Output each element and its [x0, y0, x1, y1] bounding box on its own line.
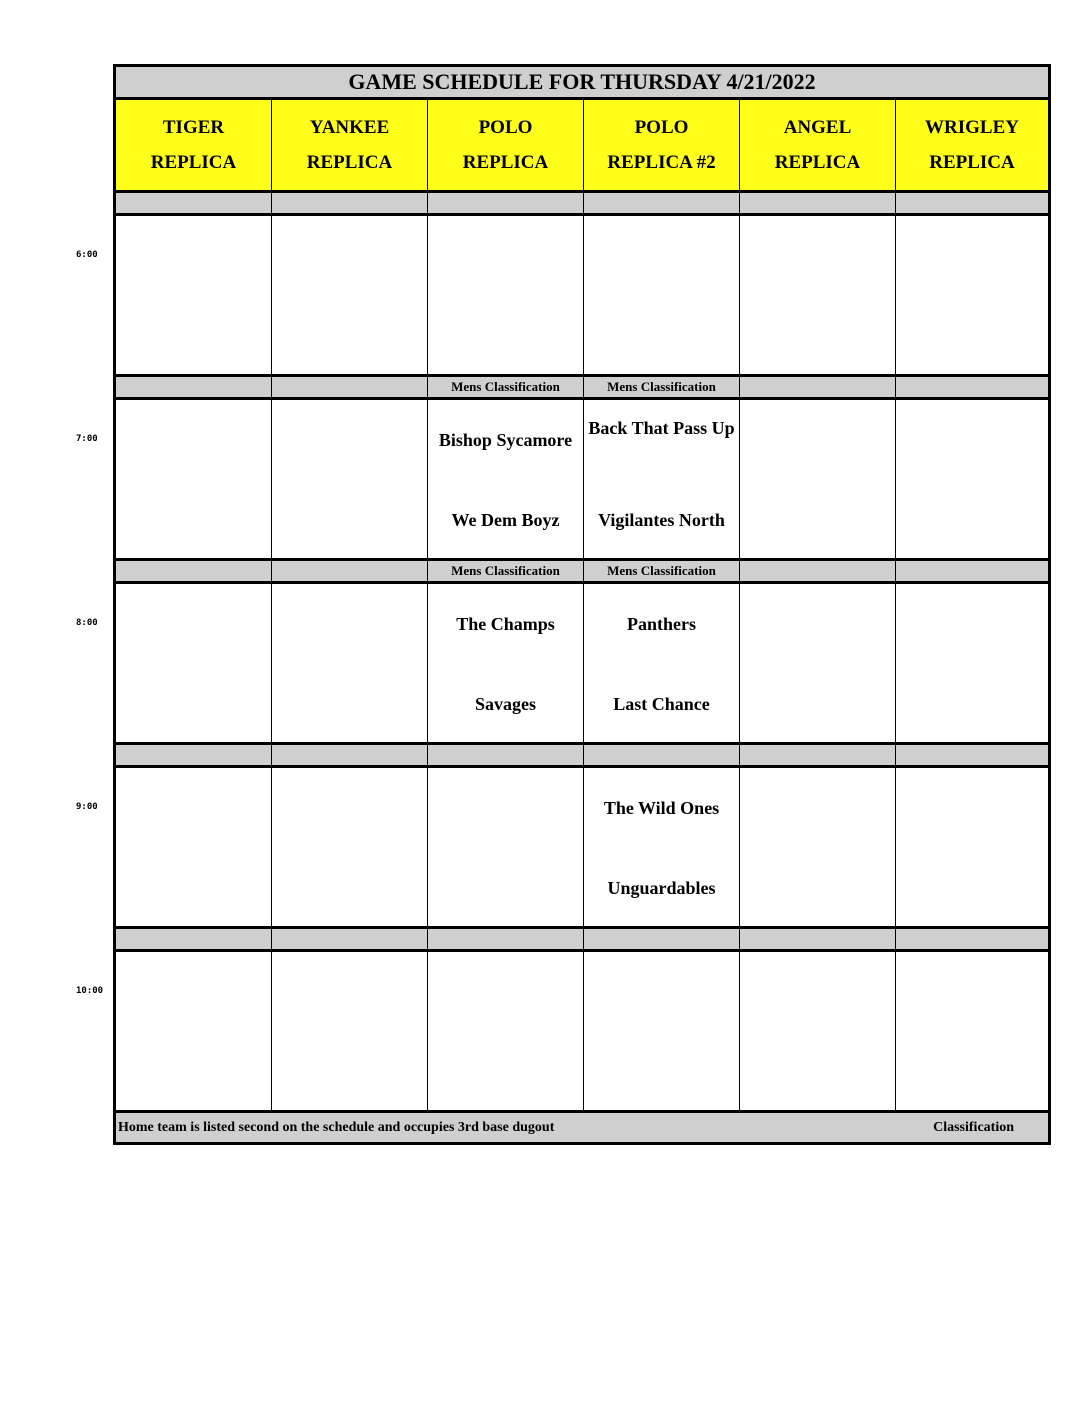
game-cell: [428, 400, 583, 558]
classification-band: [116, 929, 271, 949]
classification-band: [896, 377, 1048, 397]
classification-legend: Classification: [933, 1119, 1014, 1135]
classification-band: [272, 377, 427, 397]
away-team: The Champs: [456, 614, 555, 634]
classification-band: [116, 745, 271, 765]
classification-band: [428, 193, 583, 213]
classification-band: [272, 561, 427, 581]
game-cell: [428, 216, 583, 374]
classification-band: [272, 193, 427, 213]
classification-band: [584, 745, 739, 765]
game-cell: [896, 584, 1048, 742]
classification-band: [584, 929, 739, 949]
field-header: [896, 100, 1048, 190]
game-cell: [584, 584, 739, 742]
field-subtitle: REPLICA: [774, 152, 861, 173]
classification-band: Mens Classification: [428, 377, 583, 397]
time-label: 7:00: [76, 434, 98, 444]
away-team: Bishop Sycamore: [438, 430, 573, 450]
field-subtitle: REPLICA: [929, 152, 1015, 173]
classification-band: Mens Classification: [584, 377, 739, 397]
field-subtitle: REPLICA: [462, 152, 549, 173]
game-cell: [584, 400, 739, 558]
field-name: WRIGLEY: [925, 117, 1019, 138]
game-cell: [272, 768, 427, 926]
home-team-note: Home team is listed second on the schedule and occupies 3rd base dugout: [118, 1119, 555, 1135]
home-team: Savages: [474, 694, 536, 714]
field-subtitle: REPLICA: [150, 152, 237, 173]
game-cell: [584, 216, 739, 374]
away-team: Panthers: [627, 614, 696, 634]
game-cell: [740, 584, 895, 742]
game-cell: [740, 400, 895, 558]
game-cell: [116, 584, 271, 742]
classification-band: [896, 561, 1048, 581]
game-cell: [428, 952, 583, 1110]
field-name: POLO: [478, 117, 533, 138]
classification-band: Mens Classification: [428, 561, 583, 581]
field-subtitle: REPLICA: [306, 152, 393, 173]
game-cell: [740, 768, 895, 926]
classification-band: [740, 745, 895, 765]
classification-band: [116, 193, 271, 213]
classification-band: [272, 929, 427, 949]
game-cell: [272, 952, 427, 1110]
field-header: [584, 100, 739, 190]
schedule-table: [113, 64, 1051, 1145]
game-cell: [116, 768, 271, 926]
game-cell: [428, 768, 583, 926]
classification-band: [740, 377, 895, 397]
classification-band: [428, 929, 583, 949]
classification-band: [116, 377, 271, 397]
home-team: We Dem Boyz: [451, 510, 560, 530]
classification-band: [272, 745, 427, 765]
game-cell: [116, 400, 271, 558]
away-team: The Wild Ones: [603, 798, 720, 818]
game-cell: [272, 400, 427, 558]
classification-band: [116, 561, 271, 581]
time-label: 8:00: [76, 618, 98, 628]
field-header: [428, 100, 583, 190]
classification-band: [896, 929, 1048, 949]
classification-band: [896, 193, 1048, 213]
game-cell: [896, 952, 1048, 1110]
schedule-title: GAME SCHEDULE FOR THURSDAY 4/21/2022: [116, 67, 1048, 97]
game-cell: [116, 216, 271, 374]
classification-band: [896, 745, 1048, 765]
time-label: 9:00: [76, 802, 98, 812]
footer-band: [116, 1113, 1048, 1142]
field-name: YANKEE: [309, 117, 390, 138]
game-cell: [272, 216, 427, 374]
field-header: [740, 100, 895, 190]
game-cell: [740, 952, 895, 1110]
time-label: 10:00: [76, 986, 104, 996]
game-cell: [116, 952, 271, 1110]
game-cell: [896, 768, 1048, 926]
game-cell: [896, 216, 1048, 374]
classification-band: Mens Classification: [584, 561, 739, 581]
time-label: 6:00: [76, 250, 98, 260]
classification-band: [740, 929, 895, 949]
away-team: Back That Pass Up: [588, 418, 735, 438]
game-cell: [584, 768, 739, 926]
game-cell: [584, 952, 739, 1110]
classification-band: [740, 193, 895, 213]
game-cell: [740, 216, 895, 374]
field-header: [116, 100, 271, 190]
game-cell: [272, 584, 427, 742]
classification-band: [584, 193, 739, 213]
field-subtitle: REPLICA #2: [607, 152, 716, 173]
field-name: POLO: [634, 117, 689, 138]
classification-band: [428, 745, 583, 765]
home-team: Vigilantes North: [598, 510, 725, 530]
field-name: ANGEL: [783, 117, 852, 138]
field-header: [272, 100, 427, 190]
game-cell: [896, 400, 1048, 558]
home-team: Unguardables: [607, 878, 716, 898]
classification-band: [740, 561, 895, 581]
game-cell: [428, 584, 583, 742]
home-team: Last Chance: [613, 694, 710, 714]
field-name: TIGER: [162, 117, 225, 138]
